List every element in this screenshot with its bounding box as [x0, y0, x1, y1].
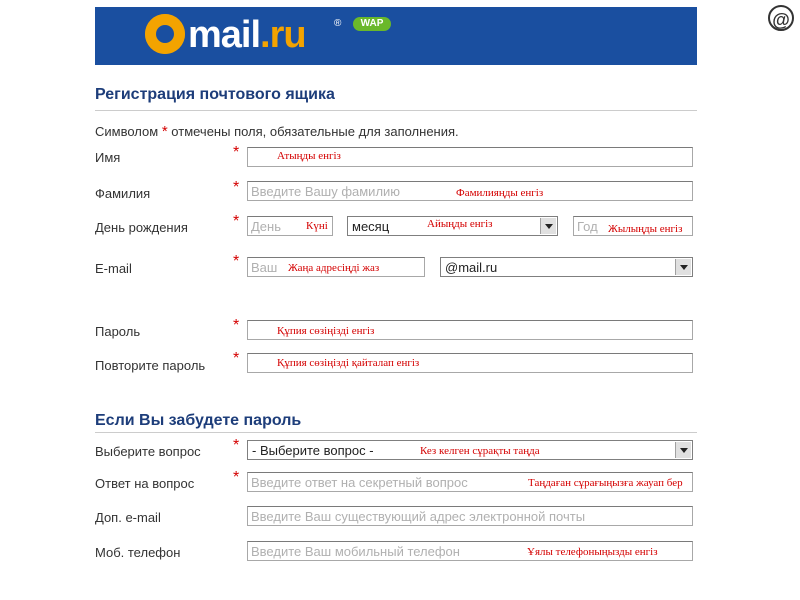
extra-email-label: Доп. e-mail — [95, 510, 161, 525]
password-repeat-note: Құпия сөзіңізді қайталап енгіз — [277, 357, 420, 369]
divider — [95, 432, 697, 433]
at-sign-icon: @ — [768, 5, 794, 31]
answer-note: Таңдаған сұрағыңызға жауап бер — [528, 477, 683, 489]
name-label: Имя — [95, 150, 121, 165]
required-star-icon: * — [233, 317, 240, 334]
chevron-down-icon[interactable] — [675, 442, 691, 458]
required-hint-before: Символом — [95, 124, 159, 139]
email-domain-value: @mail.ru — [445, 260, 498, 275]
name-note: Атыңды енгіз — [277, 150, 341, 162]
password-note: Құпия сөзіңізді енгіз — [277, 325, 375, 337]
phone-note: Ұялы телефоныңызды енгіз — [527, 546, 658, 558]
required-star-icon: * — [161, 123, 168, 140]
question-label: Выберите вопрос — [95, 444, 201, 459]
required-star-icon: * — [233, 179, 240, 196]
required-star-icon: * — [233, 213, 240, 230]
password-repeat-label: Повторите пароль — [95, 358, 206, 373]
wap-badge: WAP — [353, 17, 391, 31]
header-banner — [95, 7, 697, 65]
email-domain-select[interactable] — [440, 257, 693, 277]
password-label: Пароль — [95, 324, 141, 339]
required-star-icon: * — [233, 437, 240, 454]
phone-input[interactable]: Введите Ваш мобильный телефон — [247, 541, 693, 561]
required-star-icon: * — [233, 144, 240, 161]
email-input[interactable]: Ваш — [247, 257, 425, 277]
phone-label: Моб. телефон — [95, 545, 181, 560]
birthday-month-note: Айыңды енгіз — [427, 218, 493, 230]
required-star-icon: * — [233, 350, 240, 367]
birthday-month-value: месяц — [352, 219, 390, 234]
surname-note: Фамилияңды енгіз — [456, 187, 544, 199]
logo-main: mail — [188, 14, 261, 56]
divider — [95, 110, 697, 111]
birthday-year-note: Жылыңды енгіз — [608, 223, 683, 235]
required-hint — [95, 123, 459, 140]
answer-label: Ответ на вопрос — [95, 476, 195, 491]
birthday-year-input[interactable]: Год — [573, 216, 693, 236]
email-note: Жаңа адресіңді жаз — [288, 262, 380, 274]
extra-email-input[interactable]: Введите Ваш существующий адрес электронной почты — [247, 506, 693, 526]
mail-logo-at-inner — [156, 25, 174, 43]
answer-input[interactable]: Введите ответ на секретный вопрос — [247, 472, 693, 492]
surname-input[interactable]: Введите Вашу фамилию — [247, 181, 693, 201]
mail-logo[interactable] — [188, 13, 306, 57]
forgot-section-title: Если Вы забудете пароль — [95, 412, 302, 429]
logo-domain: .ru — [260, 14, 306, 56]
chevron-down-icon[interactable] — [540, 218, 556, 234]
required-star-icon: * — [233, 253, 240, 270]
question-value: - Выберите вопрос - — [252, 443, 374, 458]
required-star-icon: * — [233, 469, 240, 486]
surname-label: Фамилия — [95, 186, 151, 201]
chevron-down-icon[interactable] — [675, 259, 691, 275]
question-note: Кез келген сұрақты таңда — [420, 445, 540, 457]
logo-registered: ® — [334, 18, 342, 29]
birthday-day-input[interactable]: День — [247, 216, 333, 236]
required-hint-after: отмечены поля, обязательные для заполнения. — [171, 124, 459, 139]
email-label: E-mail — [95, 261, 132, 276]
birthday-day-note: Күні — [306, 220, 328, 232]
birthday-label: День рождения — [95, 220, 188, 235]
page-title: Регистрация почтового ящика — [95, 86, 335, 103]
